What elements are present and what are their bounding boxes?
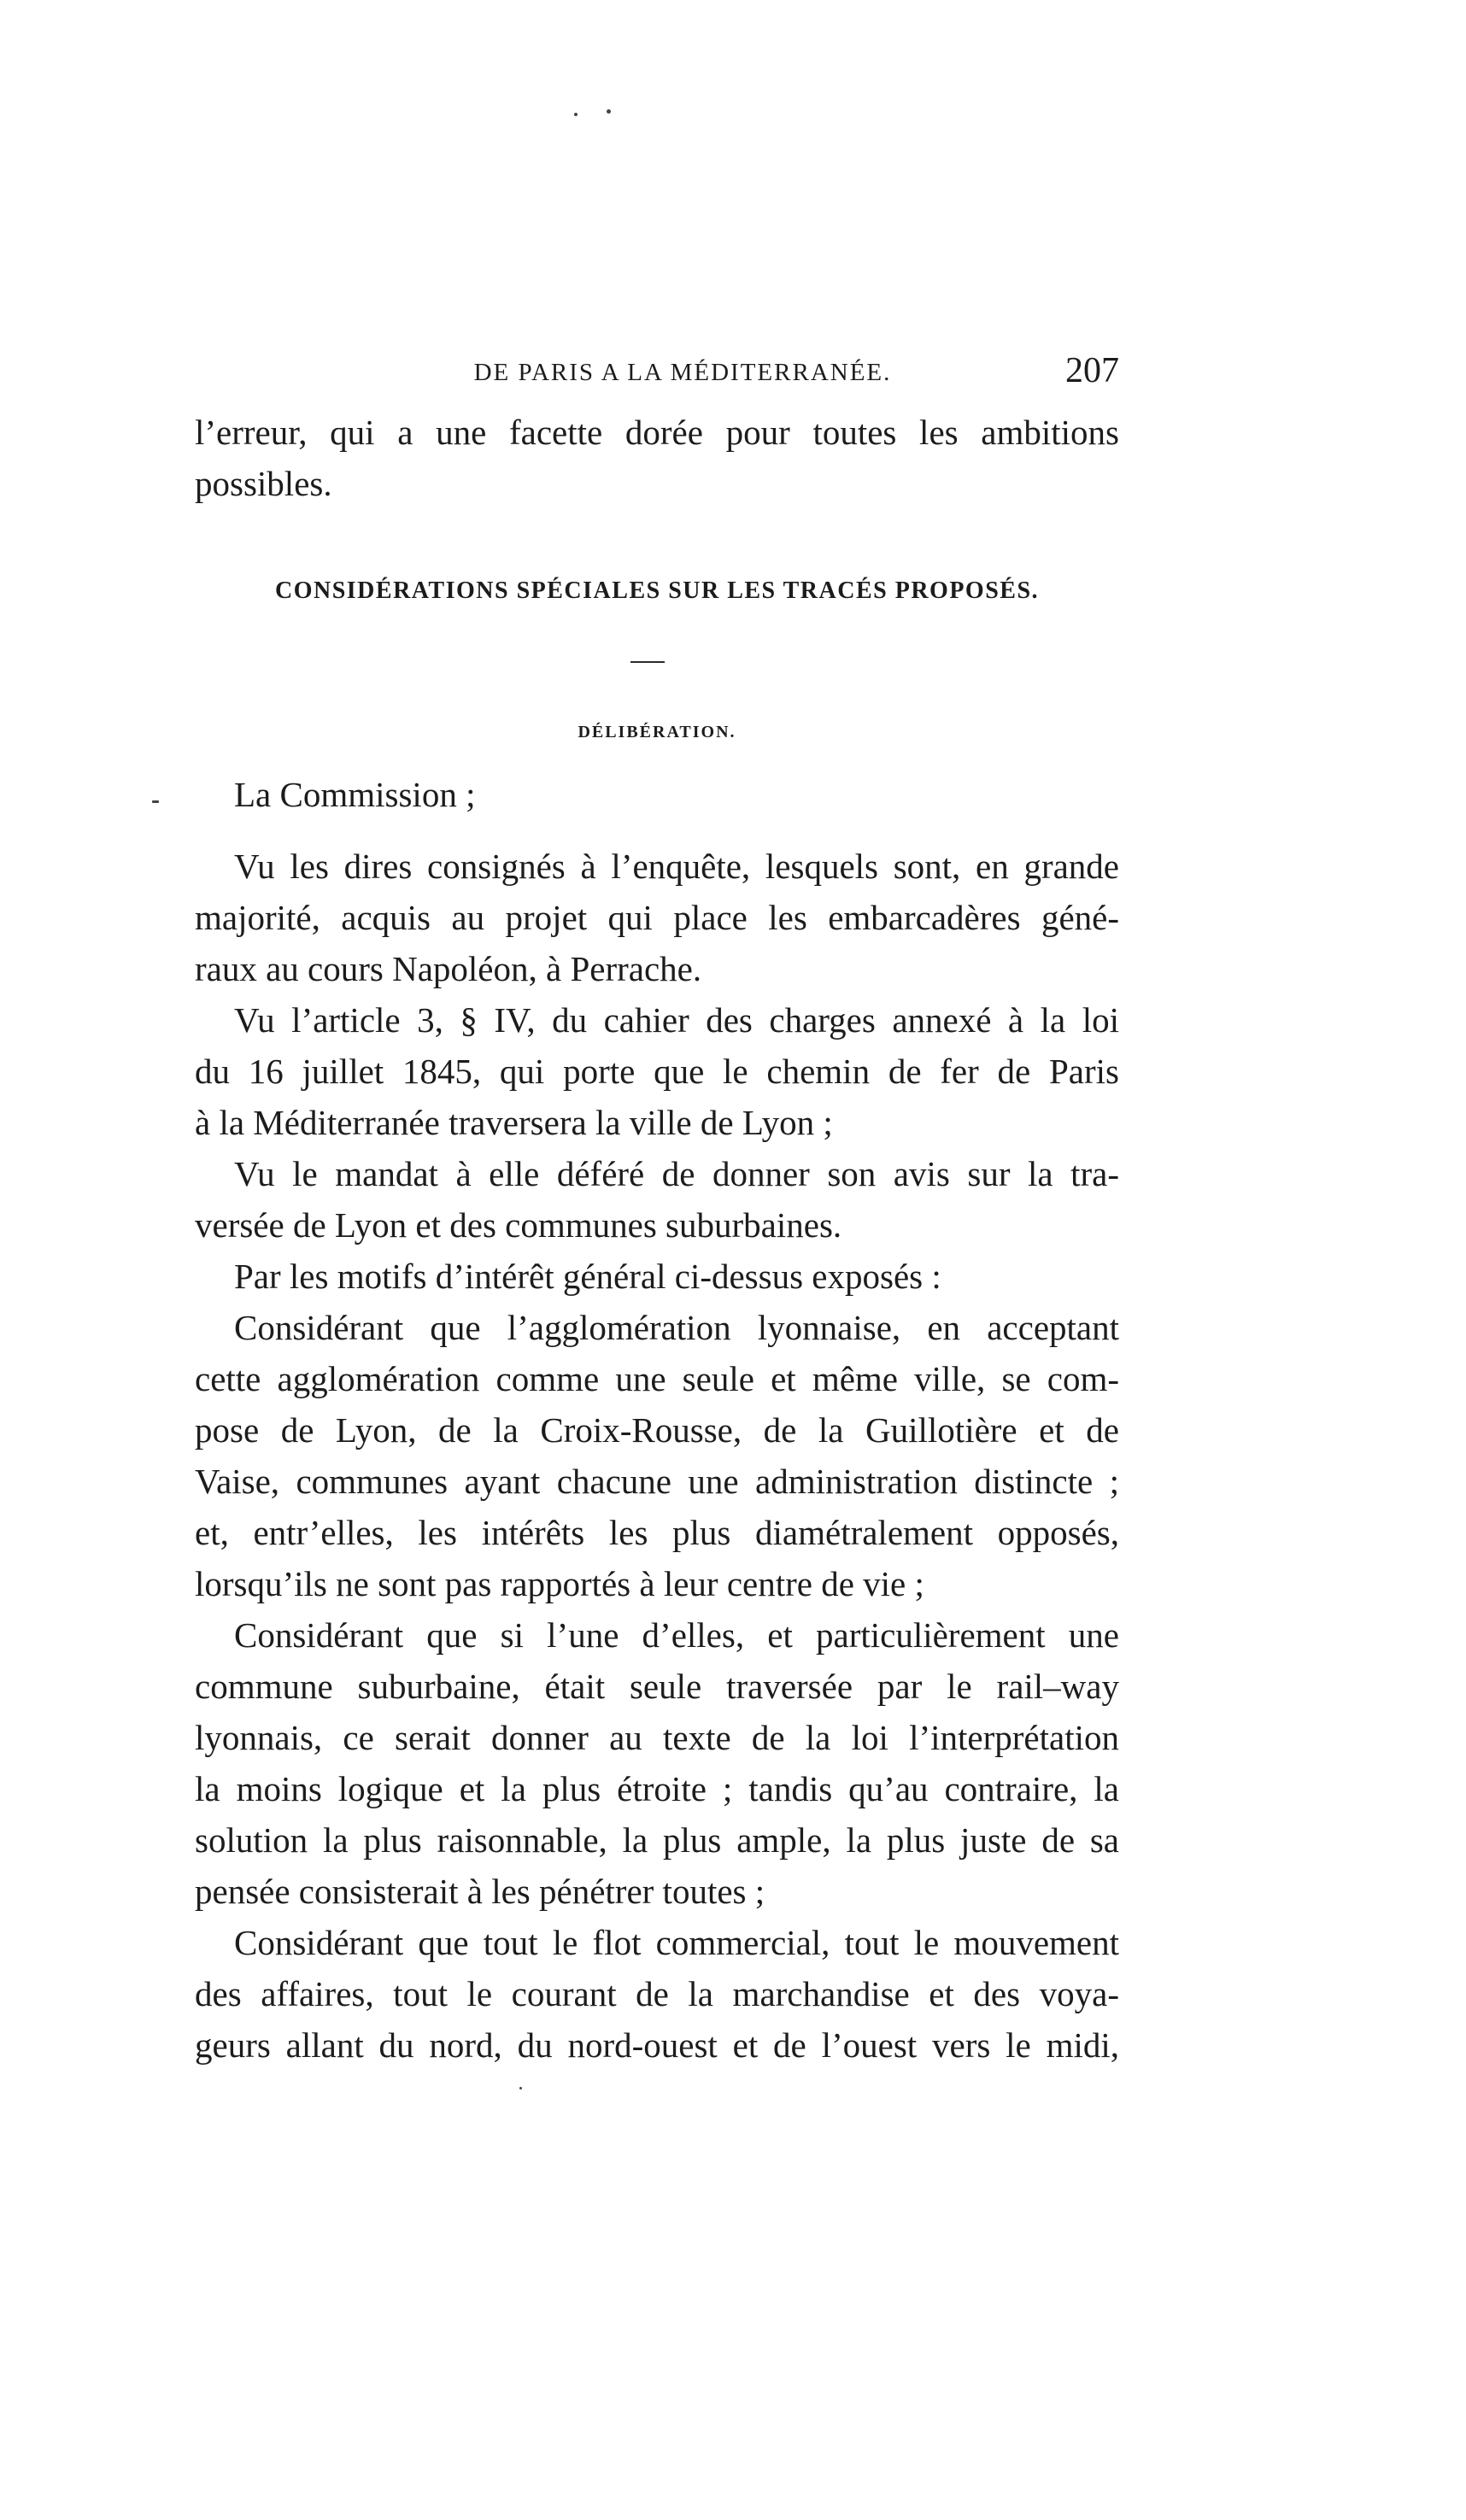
text-line: Vu l’article 3, § IV, du cahier des charges annexé à la loi xyxy=(234,1000,1119,1040)
commission-line: La Commission ; xyxy=(234,775,476,814)
text-line: pensée consisterait à les pénétrer toutes ; xyxy=(195,1872,765,1911)
text-line: majorité, acquis au projet qui place les embarcadères géné- xyxy=(195,898,1119,937)
text-line: versée de Lyon et des communes suburbaines. xyxy=(195,1205,842,1245)
text-line: raux au cours Napoléon, à Perrache. xyxy=(195,949,702,988)
heading-rule xyxy=(630,661,665,663)
text-line: pose de Lyon, de la Croix-Rousse, de la Guillotière et de xyxy=(195,1410,1119,1450)
print-speck xyxy=(574,113,578,116)
subheading: DÉLIBÉRATION. xyxy=(578,723,736,741)
text-line: à la Méditerranée traversera la ville de Lyon ; xyxy=(195,1103,833,1142)
running-head xyxy=(195,350,1119,398)
commission-line-block xyxy=(195,769,1119,820)
page-number: 207 xyxy=(1065,351,1119,390)
text-line: Considérant que l’agglomération lyonnaise, en acceptant xyxy=(234,1308,1119,1347)
text-line: commune suburbaine, était seule traversée par le rail–way xyxy=(195,1667,1119,1706)
section-heading: CONSIDÉRATIONS SPÉCIALES SUR LES TRACÉS PROPOSÉS. xyxy=(274,577,1040,604)
text-line: Vu le mandat à elle déféré de donner son avis sur la tra- xyxy=(234,1154,1119,1193)
text-line: Par les motifs d’intérêt général ci-dessus exposés : xyxy=(234,1257,941,1296)
text-line: l’erreur, qui a une facette dorée pour toutes les ambitions xyxy=(195,413,1119,452)
print-speck xyxy=(519,2087,522,2089)
text-line: du 16 juillet 1845, qui porte que le chemin de fer de Paris xyxy=(195,1052,1119,1091)
running-title: DE PARIS A LA MÉDITERRANÉE. xyxy=(473,359,892,386)
text-line: geurs allant du nord, du nord-ouest et de l’ouest vers le midi, xyxy=(195,2025,1119,2065)
text-line: lyonnais, ce serait donner au texte de la loi l’interprétation xyxy=(195,1718,1119,1757)
text-line: Vu les dires consignés à l’enquête, lesquels sont, en grande xyxy=(234,847,1119,886)
main-text xyxy=(195,841,1119,2071)
text-line: des affaires, tout le courant de la marchandise et des voya- xyxy=(195,1974,1119,2013)
text-line: Considérant que tout le flot commercial, tout le mouvement xyxy=(234,1923,1119,1962)
text-line: possibles. xyxy=(195,464,332,503)
text-line: et, entr’elles, les intérêts les plus diamétralement opposés, xyxy=(195,1513,1119,1552)
text-line: solution la plus raisonnable, la plus ample, la plus juste de sa xyxy=(195,1820,1119,1860)
print-speck xyxy=(152,800,159,803)
text-line: Considérant que si l’une d’elles, et particulièrement une xyxy=(234,1615,1119,1655)
text-line: Vaise, communes ayant chacune une administration distincte ; xyxy=(195,1462,1119,1501)
text-line: cette agglomération comme une seule et même ville, se com- xyxy=(195,1359,1119,1398)
print-speck xyxy=(607,109,611,114)
text-line: lorsqu’ils ne sont pas rapportés à leur centre de vie ; xyxy=(195,1564,924,1603)
text-line: la moins logique et la plus étroite ; tandis qu’au contraire, la xyxy=(195,1769,1119,1808)
opening-paragraph xyxy=(195,407,1119,509)
